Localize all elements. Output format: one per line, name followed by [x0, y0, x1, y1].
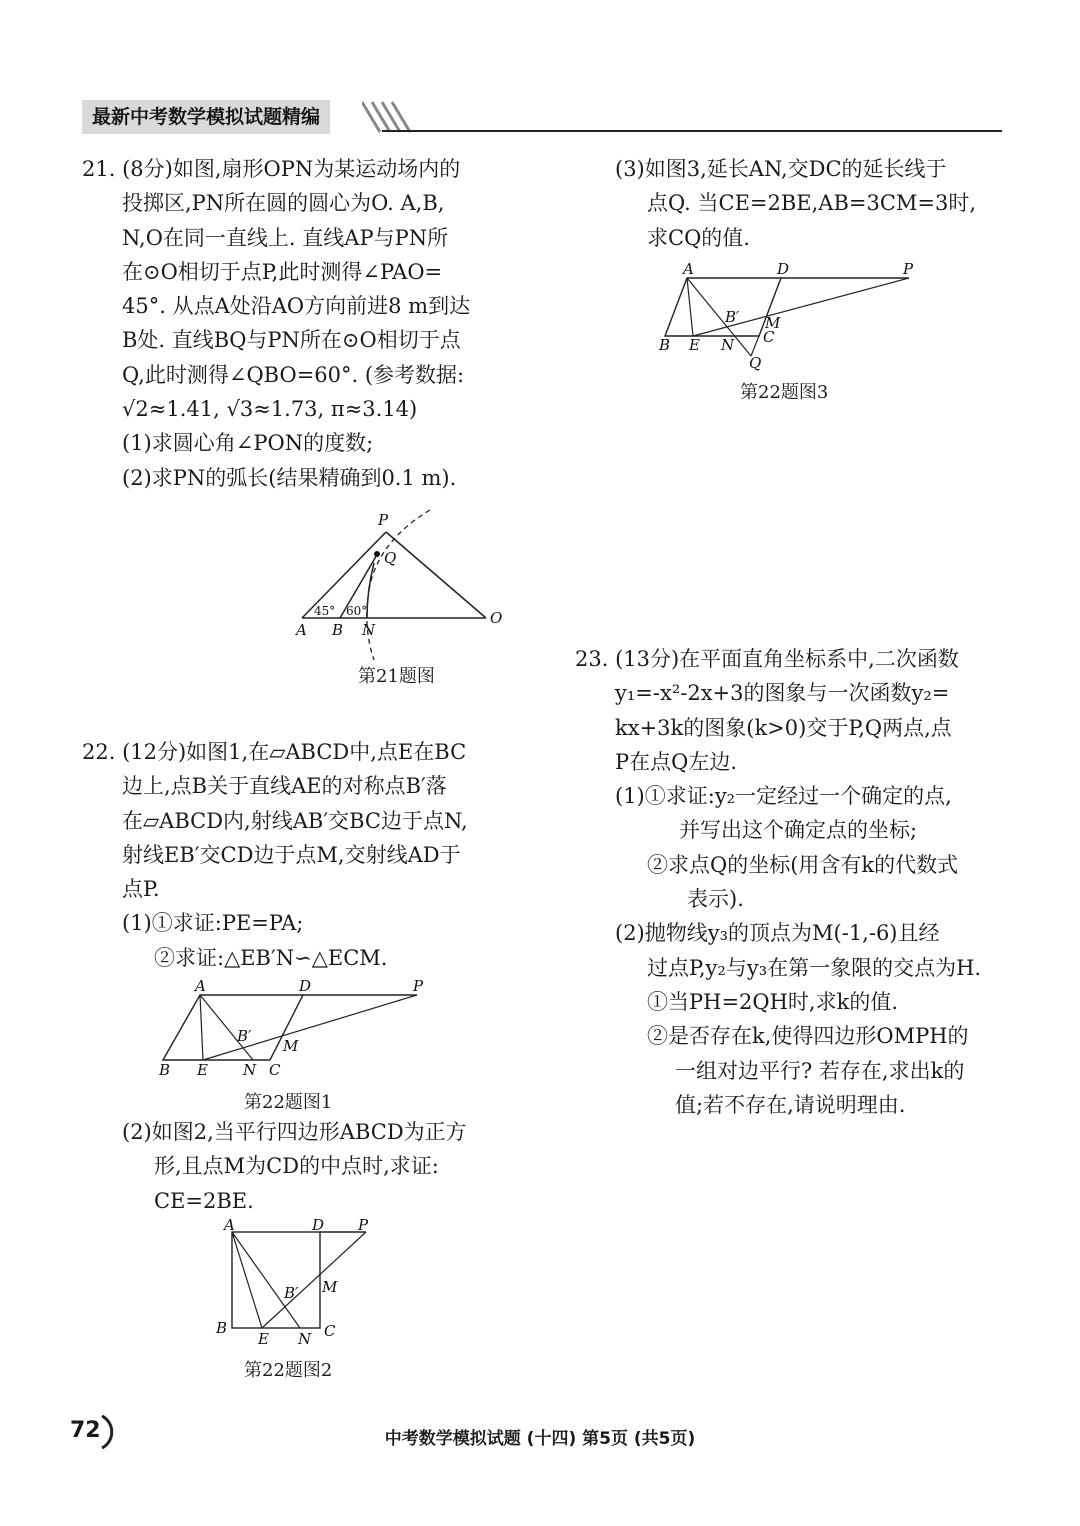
fig22-2-label-D: D	[312, 1218, 325, 1234]
q21-line: 21. (8分)如图,扇形OPN为某运动场内的	[82, 157, 461, 181]
fig22-3-caption: 第22题图3	[740, 382, 829, 403]
q22-part2-line: 形,且点M为CD的中点时,求证:	[154, 1154, 439, 1179]
q23-line: y₁=-x²-2x+3的图象与一次函数y₂=	[615, 681, 950, 706]
fig22-1-caption: 第22题图1	[244, 1092, 333, 1113]
fig22-3-label-P: P	[903, 260, 914, 278]
q23-line: (2)抛物线y₃的顶点为M(-1,-6)且经	[615, 921, 940, 946]
figure-22-1	[155, 975, 445, 1080]
q21-line: 在⊙O相切于点P,此时测得∠PAO=	[122, 259, 443, 284]
fig22-2-label-P: P	[358, 1218, 369, 1234]
q23-line: 23. (13分)在平面直角坐标系中,二次函数	[575, 647, 959, 671]
fig22-2-label-Bp: B′	[284, 1284, 299, 1302]
fig22-2-label-A: A	[224, 1218, 235, 1234]
q22-part3-line: 求CQ的值.	[647, 225, 750, 250]
fig22-2-label-C: C	[324, 1322, 336, 1340]
q23-line: kx+3k的图象(k>0)交于P,Q两点,点	[615, 715, 952, 740]
q22-line: 22. (12分)如图1,在▱ABCD中,点E在BC	[82, 740, 467, 764]
fig21-angle-60: 60°	[346, 604, 368, 618]
fig22-1-label-P: P	[413, 977, 424, 995]
question-21	[82, 152, 470, 495]
q22-part2-line: (2)如图2,当平行四边形ABCD为正方	[122, 1120, 467, 1144]
q22-line: 点P.	[122, 877, 160, 902]
fig21-label-N: N	[362, 621, 376, 639]
q23-line: 值;若不存在,请说明理由.	[675, 1092, 906, 1117]
q21-line: N,O在同一直线上. 直线AP与PN所	[122, 225, 449, 250]
q23-line: 一组对边平行? 若存在,求出k的	[675, 1058, 965, 1083]
q22-line: 射线EB′交CD边于点M,交射线AD于	[122, 842, 461, 867]
question-23	[575, 642, 981, 1122]
fig22-3-label-C: C	[763, 328, 775, 346]
footer-text: 中考数学模拟试题 (十四) 第5页 (共5页)	[384, 1429, 696, 1449]
fig22-3-label-N: N	[721, 336, 735, 354]
fig22-1-label-M: M	[283, 1037, 299, 1055]
fig22-2-label-E: E	[258, 1330, 269, 1348]
fig22-1-label-B: B	[159, 1061, 171, 1079]
q23-line: 过点P,y₂与y₃在第一象限的交点为H.	[647, 955, 982, 980]
fig22-2-label-N: N	[298, 1330, 312, 1348]
header-stripes-decoration	[362, 100, 432, 134]
fig22-1-label-E: E	[197, 1061, 208, 1079]
fig21-label-B: B	[332, 621, 344, 639]
q23-line: ②求点Q的坐标(用含有k的代数式	[647, 852, 959, 877]
fig22-3-label-Q: Q	[749, 354, 762, 372]
fig22-3-label-D: D	[777, 260, 790, 278]
q21-line: 45°. 从点A处沿AO方向前进8 m到达	[122, 294, 471, 319]
question-22-part2	[82, 1115, 467, 1218]
q22-part3-line: (3)如图3,延长AN,交DC的延长线于	[615, 157, 947, 181]
page-number: 72	[70, 1418, 101, 1443]
q22-line: 在▱ABCD内,射线AB′交BC边于点N,	[122, 808, 468, 833]
fig22-3-label-A: A	[683, 260, 694, 278]
fig22-1-label-Bp: B′	[237, 1027, 252, 1045]
question-22-part3	[575, 152, 976, 255]
fig22-2-caption: 第22题图2	[244, 1360, 333, 1381]
fig22-1-label-A: A	[195, 977, 206, 995]
fig21-label-Q: Q	[384, 549, 397, 567]
fig22-3-label-E: E	[689, 336, 700, 354]
figure-21	[290, 505, 520, 665]
q23-line: 表示).	[687, 887, 744, 912]
fig22-3-label-B: B	[659, 336, 671, 354]
fig21-angle-45: 45°	[314, 604, 336, 618]
fig21-label-A: A	[296, 621, 307, 639]
q22-line: (1)①求证:PE=PA;	[122, 911, 304, 936]
q23-line: (1)①求证:y₂一定经过一个确定的点,	[615, 784, 952, 809]
fig22-2-label-B: B	[216, 1319, 228, 1337]
fig22-2-label-M: M	[322, 1278, 338, 1296]
fig21-label-P: P	[378, 511, 389, 529]
fig22-1-label-D: D	[299, 977, 312, 995]
fig21-label-O: O	[490, 609, 503, 627]
question-22	[82, 735, 468, 975]
figure-22-2	[210, 1218, 380, 1348]
q23-line: P在点Q左边.	[615, 749, 738, 774]
q21-line: (2)求PN的弧长(结果精确到0.1 m).	[122, 465, 457, 490]
q21-line: B处. 直线BQ与PN所在⊙O相切于点	[122, 328, 461, 353]
q21-line: (1)求圆心角∠PON的度数;	[122, 431, 374, 456]
q23-line: ①当PH=2QH时,求k的值.	[647, 989, 899, 1014]
q23-line: ②是否存在k,使得四边形OMPH的	[647, 1024, 969, 1049]
fig22-1-label-N: N	[243, 1061, 257, 1079]
header-title: 最新中考数学模拟试题精编	[82, 100, 330, 134]
q23-line: 并写出这个确定点的坐标;	[679, 818, 918, 843]
fig22-3-label-Bp: B′	[725, 308, 740, 326]
fig22-1-label-C: C	[269, 1061, 281, 1079]
q22-part2-line: CE=2BE.	[154, 1188, 254, 1213]
fig21-caption: 第21题图	[358, 666, 435, 687]
page-header	[82, 100, 1002, 136]
fig22-3-label-M: M	[765, 314, 781, 332]
header-rule	[382, 130, 1002, 132]
q22-line: ②求证:△EB′N∽△ECM.	[154, 945, 388, 970]
q21-line: Q,此时测得∠QBO=60°. (参考数据:	[122, 362, 465, 387]
q21-line: 投掷区,PN所在圆的圆心为O. A,B,	[122, 191, 445, 216]
figure-22-3	[655, 258, 925, 373]
q22-line: 边上,点B关于直线AE的对称点B′落	[122, 774, 447, 799]
q22-part3-line: 点Q. 当CE=2BE,AB=3CM=3时,	[647, 191, 977, 216]
q21-line: √2≈1.41, √3≈1.73, π≈3.14)	[122, 397, 418, 422]
